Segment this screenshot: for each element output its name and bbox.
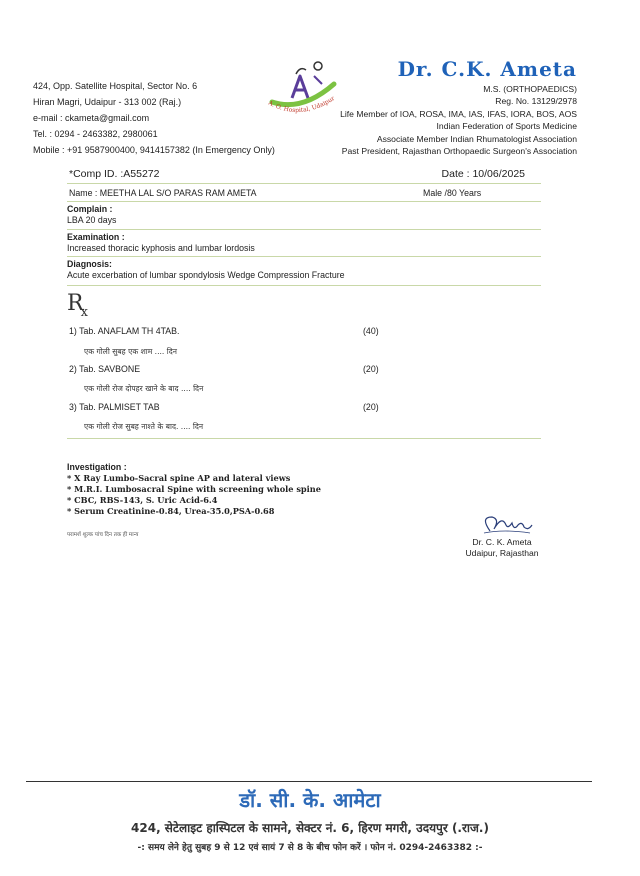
mobile-line: Mobile : +91 9587900400, 9414157382 (In Emergency Only) [33, 145, 275, 155]
investigation-item: * X Ray Lumbo-Sacral spine AP and lateral views [67, 473, 291, 483]
medicine-qty: (40) [363, 326, 379, 336]
handwritten-signature [470, 511, 540, 539]
clinic-address [33, 78, 275, 158]
medicine-instructions: एक गोली रोज दोपहर खाने के बाद .... दिन [84, 384, 204, 393]
medicine-instructions: एक गोली सुबह एक शाम .... दिन [84, 347, 177, 356]
qualification-line: Indian Federation of Sports Medicine [436, 121, 577, 132]
address-line: Hiran Magri, Udaipur - 313 002 (Raj.) [33, 97, 182, 107]
rx-symbol: $R_x$ [67, 291, 88, 320]
hospital-logo [262, 58, 346, 120]
medicine-row [67, 402, 541, 414]
complain-label: Complain : [67, 204, 113, 214]
qualification-line: Reg. No. 13129/2978 [495, 96, 577, 107]
footer-timing: -: समय लेने हेतु सुबह 9 से 12 एवं सायं 7 से 8 के बीच फोन करें । फोन नं. 0294-2463382 :- [137, 843, 483, 853]
email-line: e-mail : ckameta@gmail.com [33, 113, 150, 123]
patient-name: Name : MEETHA LAL S/O PARAS RAM AMETA [69, 188, 257, 198]
medicine-name: 2) Tab. SAVBONE [69, 364, 141, 374]
divider [67, 285, 541, 286]
divider [67, 183, 541, 184]
footer-address: 424, सेटेलाइट हास्पिटल के सामने, सेक्टर नं. 6, हिरण मगरी, उदयपुर (.राज.) [131, 821, 489, 835]
doctor-name: Dr. C.K. Ameta [397, 57, 577, 81]
divider [67, 201, 541, 202]
medicine-qty: (20) [363, 364, 379, 374]
comp-id: *Comp ID. :A55272 [69, 168, 160, 180]
consultation-note: परामर्श शुल्क पांच दिन तक ही मान्य [67, 532, 139, 538]
examination-section [67, 232, 541, 254]
doctor-qualifications [340, 83, 577, 157]
diagnosis-value: Acute excerbation of lumbar spondylosis Wedge Compression Fracture [67, 270, 345, 280]
examination-label: Examination : [67, 232, 125, 242]
medicine-qty: (20) [363, 402, 379, 412]
medicine-instructions: एक गोली रोज सुबह नाश्ते के बाद. .... दिन [84, 422, 204, 431]
patient-gender-age: Male /80 Years [423, 188, 482, 198]
comp-id-row [67, 167, 541, 183]
medicine-row [67, 326, 541, 338]
investigation-section [67, 462, 321, 517]
footer-doctor-name: डॉ. सी. के. आमेटा [239, 788, 381, 812]
logo-text: A. O. Hospital, Udaipur [267, 94, 337, 115]
signatory-name: Dr. C. K. Ameta [472, 537, 532, 547]
complain-section [67, 204, 541, 226]
qualification-line: M.S. (ORTHOPAEDICS) [483, 84, 577, 94]
prescription-date: Date : 10/06/2025 [441, 168, 525, 180]
signatory [457, 537, 547, 558]
diagnosis-label: Diagnosis: [67, 259, 112, 269]
qualification-line: Associate Member Indian Rhumatologist Association [376, 133, 577, 144]
medicine-row [67, 364, 541, 376]
examination-value: Increased thoracic kyphosis and lumbar lordosis [67, 243, 255, 253]
divider [67, 438, 541, 439]
investigation-item: * CBC, RBS-143, S. Uric Acid-6.4 [67, 495, 218, 505]
signatory-place: Udaipur, Rajasthan [465, 547, 539, 558]
investigation-item: * Serum Creatinine-0.84, Urea-35.0,PSA-0.68 [67, 506, 275, 516]
telephone-line: Tel. : 0294 - 2463382, 2980061 [33, 129, 158, 139]
footer-divider [26, 781, 592, 782]
diagnosis-section [67, 259, 541, 281]
medicine-name: 3) Tab. PALMISET TAB [69, 402, 160, 412]
address-line: 424, Opp. Satellite Hospital, Sector No. 6 [33, 81, 198, 91]
qualification-line: Life Member of IOA, ROSA, IMA, IAS, IFAS, IORA, BOS, AOS [340, 108, 577, 119]
divider [67, 229, 541, 230]
complain-value: LBA 20 days [67, 215, 117, 225]
medicine-name: 1) Tab. ANAFLAM TH 4TAB. [69, 326, 180, 336]
patient-row [67, 187, 541, 201]
divider [67, 256, 541, 257]
investigation-label: Investigation : [67, 462, 127, 472]
qualification-line: Past President, Rajasthan Orthopaedic Surgeon's Association [341, 146, 577, 157]
investigation-item: * M.R.I. Lumbosacral Spine with screening whole spine [67, 484, 321, 494]
